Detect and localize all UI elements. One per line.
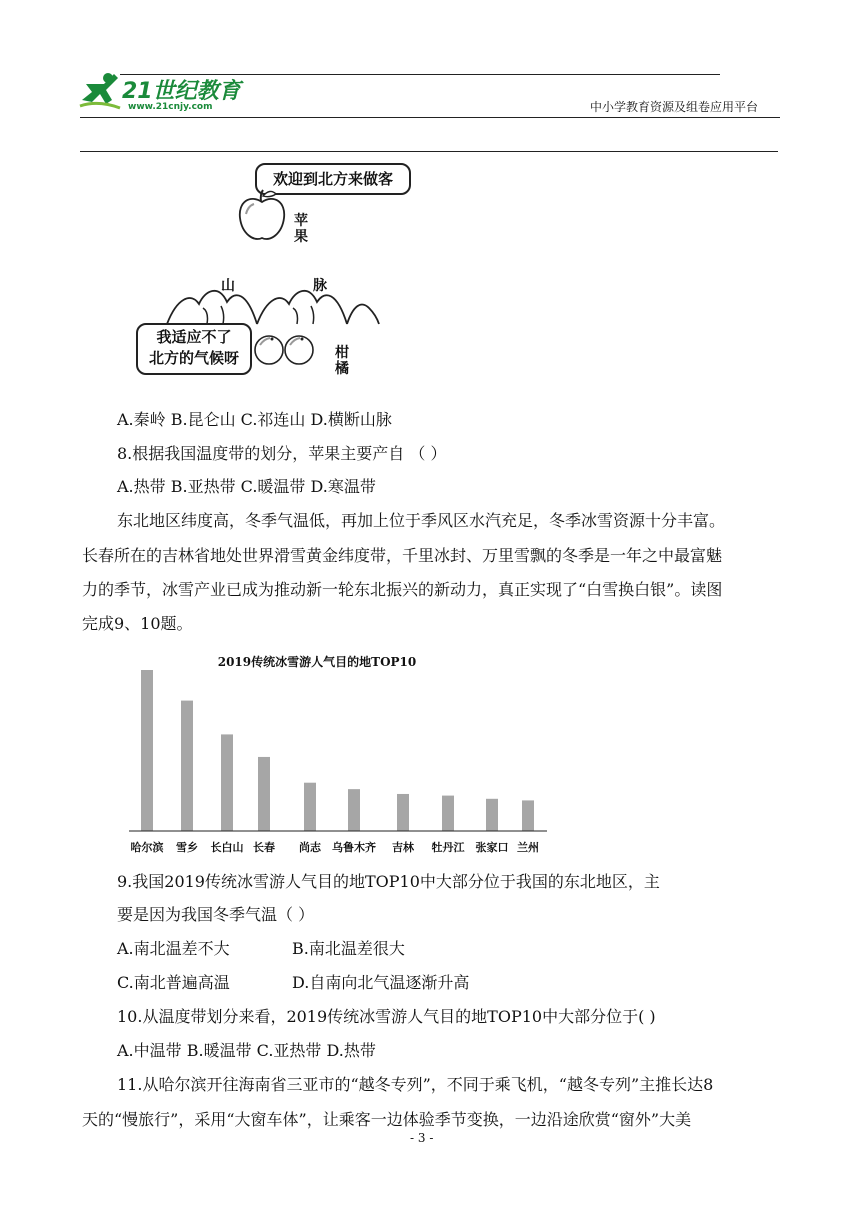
bar-乌鲁木齐 <box>348 789 360 831</box>
x-tick-label-吉林: 吉林 <box>392 841 414 854</box>
bar-吉林 <box>397 794 409 831</box>
mountain-label-shan: 山 <box>221 278 235 294</box>
x-tick-label-雪乡: 雪乡 <box>176 841 198 854</box>
page-number: - 3 - <box>410 1131 434 1145</box>
orange-bubble-line2: 北方的气候呀 <box>148 349 239 367</box>
header-separator <box>80 151 778 152</box>
orange-icon <box>254 333 316 367</box>
mountain-label-mai: 脉 <box>313 278 327 294</box>
x-tick-label-乌鲁木齐: 乌鲁木齐 <box>332 841 376 854</box>
bar-兰州 <box>522 800 534 831</box>
passage-line-3: 力的季节，冰雪产业已成为推动新一轮东北振兴的新动力，真正实现了“白雪换白银”。读图 <box>82 580 723 599</box>
bar-张家口 <box>486 799 498 831</box>
passage-line-2: 长春所在的吉林省地处世界滑雪黄金纬度带，千里冰封、万里雪飘的冬季是一年之中最富魅 <box>82 546 723 565</box>
q9-stem-line2: 要是因为我国冬季气温（ ） <box>117 905 315 924</box>
q7-options: A.秦岭 B.昆仑山 C.祁连山 D.横断山脉 <box>117 410 392 429</box>
platform-name: 中小学教育资源及组卷应用平台 <box>590 100 759 114</box>
x-tick-label-长白山: 长白山 <box>210 841 244 854</box>
x-tick-label-张家口: 张家口 <box>475 841 509 854</box>
bar-雪乡 <box>181 701 193 831</box>
q11-line1: 11.从哈尔滨开往海南省三亚市的“越冬专列”，不同于乘飞机，“越冬专列”主推长达8 <box>117 1075 714 1094</box>
runner-logo-icon <box>78 70 122 112</box>
apple-icon <box>232 188 292 248</box>
x-tick-label-长春: 长春 <box>253 841 275 854</box>
q9-option-d: D.自南向北气温逐渐升高 <box>292 973 470 992</box>
x-tick-label-牡丹江: 牡丹江 <box>431 841 465 854</box>
q8-options: A.热带 B.亚热带 C.暖温带 D.寒温带 <box>117 477 376 496</box>
q9-stem-line1: 9.我国2019传统冰雪游人气目的地TOP10中大部分位于我国的东北地区，主 <box>117 872 660 891</box>
bar-哈尔滨 <box>141 670 153 831</box>
x-tick-label-尚志: 尚志 <box>299 841 321 854</box>
orange-label: 柑 橘 <box>335 345 349 377</box>
bar-长春 <box>258 757 270 831</box>
orange-bubble-line1: 我适应不了 <box>156 328 232 346</box>
header-bottom-rule <box>80 117 780 118</box>
chart-title: 2019传统冰雪游人气目的地TOP10 <box>217 655 417 669</box>
logo <box>78 70 248 118</box>
bar-牡丹江 <box>442 796 454 831</box>
x-tick-label-兰州: 兰州 <box>517 841 539 854</box>
logo-text: 21世纪教育 <box>122 79 241 104</box>
mountain-range-icon <box>163 278 383 328</box>
q10-stem: 10.从温度带划分来看，2019传统冰雪游人气目的地TOP10中大部分位于( ) <box>117 1007 656 1026</box>
passage-line-4: 完成9、10题。 <box>82 614 193 633</box>
orange-speech-bubble <box>136 323 252 375</box>
x-tick-label-哈尔滨: 哈尔滨 <box>130 841 164 854</box>
q9-option-a: A.南北温差不大 <box>117 939 230 958</box>
q9-option-c: C.南北普遍高温 <box>117 973 230 992</box>
q11-line2: 天的“慢旅行”，采用“大窗车体”，让乘客一边体验季节变换，一边沿途欣赏“窗外”大美 <box>82 1110 692 1129</box>
header-top-rule <box>120 74 720 75</box>
bar-尚志 <box>304 783 316 831</box>
q10-options: A.中温带 B.暖温带 C.亚热带 D.热带 <box>117 1041 376 1060</box>
logo-url: www.21cnjy.com <box>128 102 213 112</box>
q9-option-b: B.南北温差很大 <box>292 939 405 958</box>
apple-label: 苹 果 <box>294 213 308 245</box>
passage-line-1: 东北地区纬度高，冬季气温低，再加上位于季风区水汽充足，冬季冰雪资源十分丰富。 <box>117 511 726 530</box>
bar-chart <box>117 648 557 858</box>
apple-bubble-text: 欢迎到北方来做客 <box>272 170 393 188</box>
q8-stem: 8.根据我国温度带的划分，苹果主要产自 （ ） <box>117 444 447 463</box>
bar-长白山 <box>221 734 233 831</box>
